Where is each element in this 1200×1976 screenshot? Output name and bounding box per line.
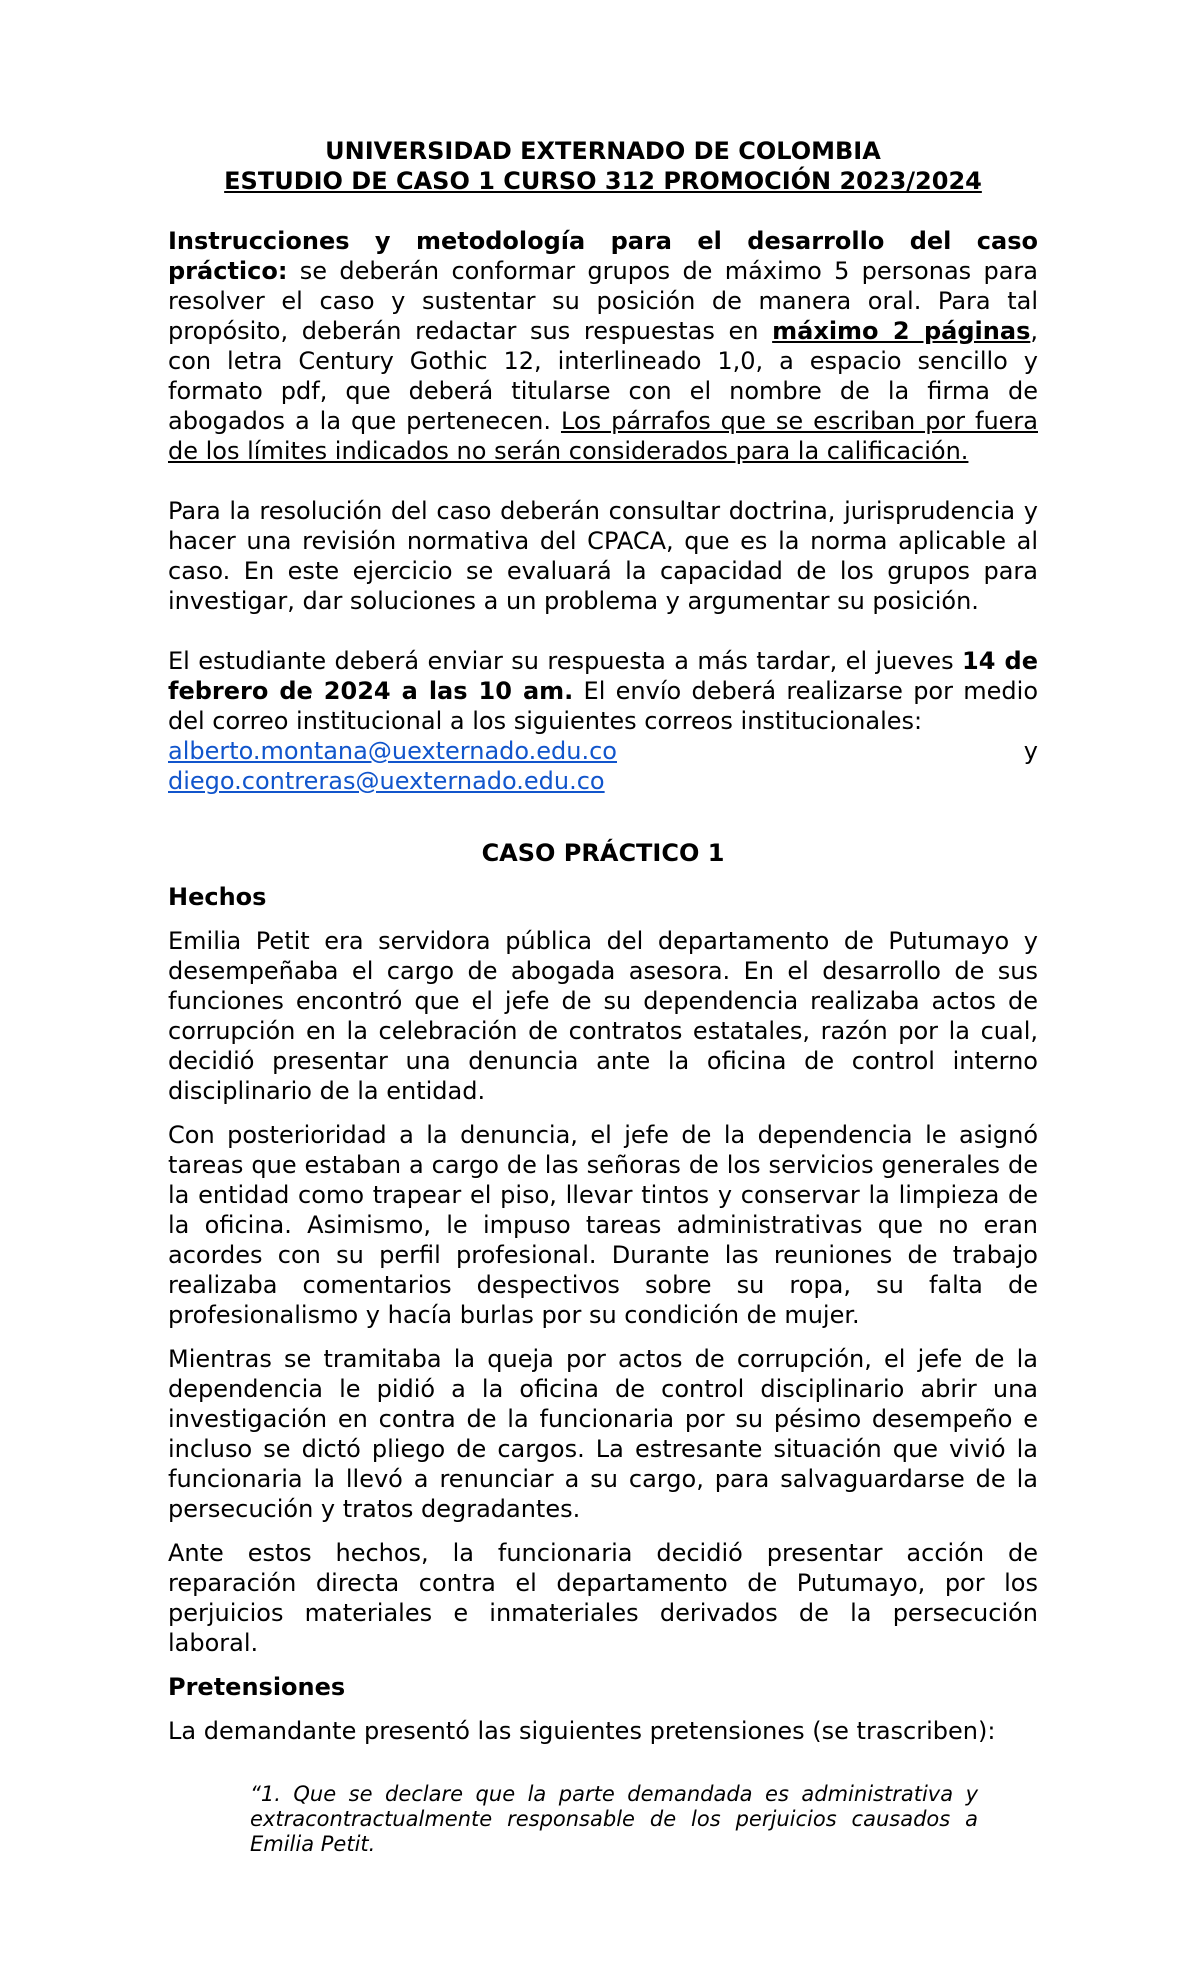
case-title: CASO PRÁCTICO 1	[481, 839, 725, 867]
email-conjunction: y	[1023, 737, 1038, 765]
claim-quote: “1. Que se declare que la parte demandada es administrativa y extracontractualmente responsable de los perjuicios causados a Emilia Petit.	[250, 1782, 978, 1856]
submission-deadline: 14 de febrero de 2024 a las 10 am.	[168, 647, 1038, 705]
instructions-paragraph	[168, 226, 1038, 466]
instructions-text-b: , con letra Century Gothic 12, interlineado 1,0, a espacio sencillo y formato pdf, que deberá titularse con el nombre de la firma de abogados a la que pertenecen.	[168, 317, 1038, 435]
instructions-text-a: se deberán conformar grupos de máximo 5 personas para resolver el caso y sustentar su posición de manera oral. Para tal propósito, deberán redactar sus respuestas en	[168, 257, 1038, 345]
email-row	[168, 736, 1038, 766]
document-header	[168, 136, 1038, 196]
resolution-paragraph: Para la resolución del caso deberán consultar doctrina, jurisprudencia y hacer una revisión normativa del CPACA, que es la norma aplicable al caso. En este ejercicio se evaluará la capacidad de los grupos para investigar, dar soluciones a un problema y argumentar su posición.	[168, 497, 1038, 615]
instructions-heading: Instrucciones y metodología para el desarrollo del caso práctico:	[168, 227, 1038, 285]
email-link-alberto[interactable]: alberto.montana@uexternado.edu.co	[168, 737, 617, 765]
submission-paragraph	[168, 646, 1038, 736]
email-link-diego[interactable]: diego.contreras@uexternado.edu.co	[168, 767, 605, 795]
document-page	[168, 136, 1038, 1857]
claims-heading: Pretensiones	[168, 1673, 346, 1701]
facts-paragraph: Mientras se tramitaba la queja por actos de corrupción, el jefe de la dependencia le pidió a la oficina de control disciplinario abrir una investigación en contra de la funcionaria por su pésimo desempeño e incluso se dictó pliego de cargos. La estresante situación que vivió la funcionaria la llevó a renunciar a su cargo, para salvaguardarse de la persecución y tratos degradantes.	[168, 1345, 1038, 1523]
facts-paragraph: Con posterioridad a la denuncia, el jefe de la dependencia le asignó tareas que estaban a cargo de las señoras de los servicios generales de la entidad como trapear el piso, llevar tintos y conservar la limpieza de la oficina. Asimismo, le impuso tareas administrativas que no eran acordes con su perfil profesional. Durante las reuniones de trabajo realizaba comentarios despectivos sobre su ropa, su falta de profesionalismo y hacía burlas por su condición de mujer.	[168, 1121, 1038, 1329]
page-limit-warning: Los párrafos que se escriban por fuera de los límites indicados no serán considerados para la calificación.	[168, 407, 1038, 465]
submission-text-b: El envío deberá realizarse por medio del correo institucional a los siguientes correos institucionales:	[168, 677, 1038, 735]
facts-heading: Hechos	[168, 883, 267, 911]
claims-intro: La demandante presentó las siguientes pretensiones (se trascriben):	[168, 1717, 996, 1745]
university-title: UNIVERSIDAD EXTERNADO DE COLOMBIA	[325, 137, 881, 165]
submission-text-a: El estudiante deberá enviar su respuesta a más tardar, el jueves	[168, 647, 963, 675]
case-study-title: ESTUDIO DE CASO 1 CURSO 312 PROMOCIÓN 2023/2024	[224, 167, 982, 195]
page-limit-emphasis: máximo 2 páginas	[772, 317, 1031, 345]
facts-paragraph: Ante estos hechos, la funcionaria decidió presentar acción de reparación directa contra el departamento de Putumayo, por los perjuicios materiales e inmateriales derivados de la persecución laboral.	[168, 1539, 1038, 1657]
facts-paragraph: Emilia Petit era servidora pública del departamento de Putumayo y desempeñaba el cargo de abogada asesora. En el desarrollo de sus funciones encontró que el jefe de su dependencia realizaba actos de corrupción en la celebración de contratos estatales, razón por la cual, decidió presentar una denuncia ante la oficina de control interno disciplinario de la entidad.	[168, 927, 1038, 1105]
